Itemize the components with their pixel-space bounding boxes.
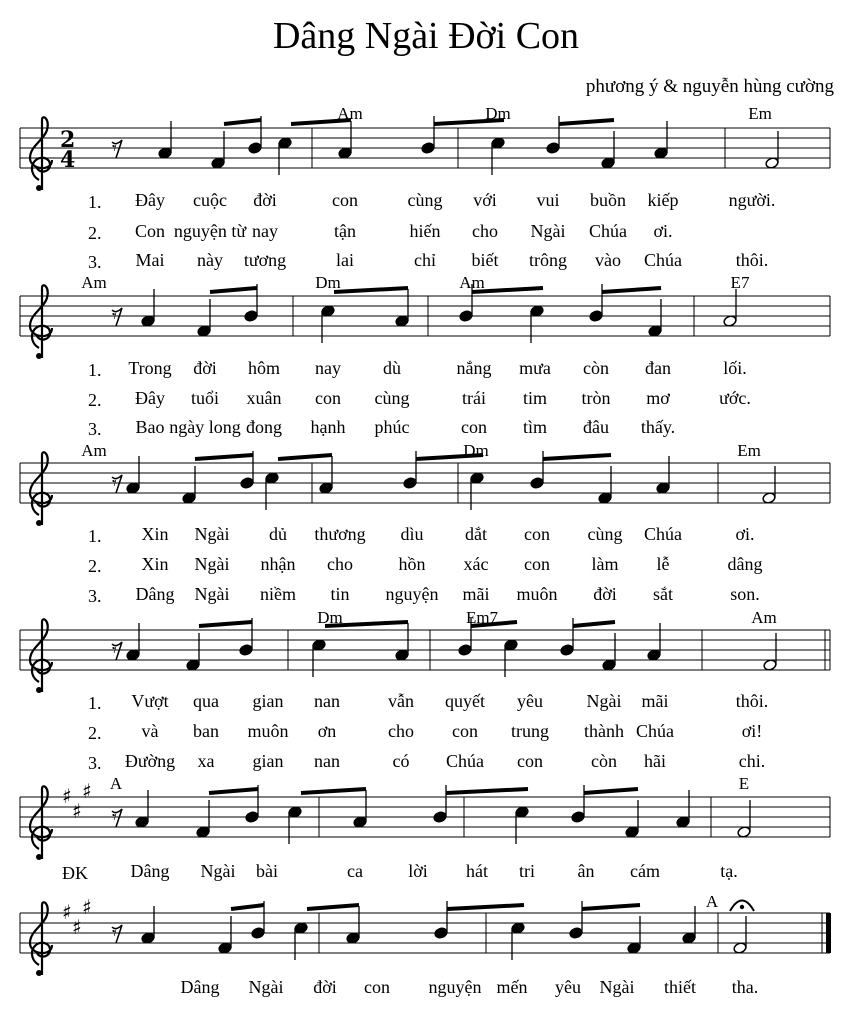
lyric-syllable: nắng bbox=[456, 358, 492, 378]
lyric-syllable: nguyện từ bbox=[173, 221, 247, 241]
lyric-syllable: ơi! bbox=[741, 721, 763, 741]
lyric-syllable: có bbox=[392, 751, 410, 771]
verse-number: 2. bbox=[88, 556, 102, 576]
staff-system-2 bbox=[20, 284, 830, 359]
lyric-syllable: thôi. bbox=[735, 250, 769, 270]
lyric-syllable: lễ bbox=[656, 554, 670, 574]
lyric-syllable: Ngài bbox=[248, 977, 284, 997]
note-head bbox=[560, 644, 574, 657]
eighth-rest: 𝄾 bbox=[112, 807, 117, 828]
note-head bbox=[251, 927, 265, 940]
lyric-syllable: ban bbox=[193, 721, 219, 741]
note-beam bbox=[447, 905, 524, 909]
composer-credit: phương ý & nguyễn hùng cường bbox=[585, 76, 834, 97]
lyric-syllable: con bbox=[332, 190, 358, 210]
lyric-syllable: yêu bbox=[517, 691, 543, 711]
note-head bbox=[682, 932, 696, 945]
note-head bbox=[546, 142, 560, 155]
verse-number: 3. bbox=[88, 586, 102, 606]
note-beam bbox=[199, 622, 252, 626]
lyric-syllable: ca bbox=[347, 861, 363, 881]
lyric-syllable: biết bbox=[471, 250, 499, 270]
lyric-syllable: Ngài bbox=[599, 977, 635, 997]
lyric-syllable: gian bbox=[252, 751, 284, 771]
chord-symbol: E7 bbox=[730, 273, 750, 292]
lyric-syllable: vui bbox=[536, 190, 560, 210]
note-head bbox=[403, 477, 417, 490]
lyric-syllable: dâng bbox=[727, 554, 763, 574]
note-head bbox=[763, 659, 777, 672]
note-head bbox=[511, 922, 525, 935]
chord-symbol: Em bbox=[737, 441, 761, 460]
note-head bbox=[625, 826, 639, 839]
note-beam bbox=[301, 789, 366, 793]
chord-symbol: Em bbox=[748, 104, 772, 123]
lyric-syllable: còn bbox=[591, 751, 617, 771]
note-head bbox=[765, 157, 779, 170]
chord-symbol: Am bbox=[81, 273, 107, 292]
note-head bbox=[158, 147, 172, 160]
lyric-syllable: Ngài bbox=[194, 554, 230, 574]
lyric-syllable: Mai bbox=[135, 250, 165, 270]
lyric-syllable: muôn bbox=[247, 721, 289, 741]
lyric-syllable: Trong bbox=[128, 358, 172, 378]
lyric-syllable: đời bbox=[193, 358, 217, 378]
note-head bbox=[433, 811, 447, 824]
note-beam bbox=[278, 455, 332, 459]
note-head bbox=[278, 137, 292, 150]
staff-system-3 bbox=[20, 451, 830, 526]
lyric-syllable: con bbox=[524, 554, 550, 574]
chord-symbol: Dm bbox=[315, 273, 341, 292]
verse-number: 1. bbox=[88, 192, 102, 212]
chord-symbol: Dm bbox=[485, 104, 511, 123]
verse-number: 1. bbox=[88, 360, 102, 380]
lyric-syllable: dắt bbox=[465, 524, 487, 544]
lyric-syllable: đan bbox=[645, 358, 671, 378]
lyric-syllable: Ngài bbox=[200, 861, 236, 881]
note-head bbox=[353, 816, 367, 829]
lyric-syllable: Đường bbox=[124, 751, 176, 771]
lyric-syllable: dủ bbox=[269, 524, 287, 544]
lyric-syllable: mơ bbox=[646, 388, 670, 408]
note-head bbox=[491, 137, 505, 150]
lyric-syllable: đời bbox=[593, 584, 617, 604]
lyric-syllable: trông bbox=[529, 250, 567, 270]
note-head bbox=[601, 157, 615, 170]
lyric-syllable: bài bbox=[256, 861, 278, 881]
note-beam bbox=[446, 789, 528, 793]
note-head bbox=[602, 659, 616, 672]
lyric-syllable: cùng bbox=[374, 388, 410, 408]
lyric-syllable: lối. bbox=[723, 358, 747, 378]
note-head bbox=[421, 142, 435, 155]
note-head bbox=[571, 811, 585, 824]
note-beam bbox=[307, 905, 359, 909]
note-head bbox=[239, 644, 253, 657]
note-beam bbox=[582, 905, 640, 909]
lyric-syllable: xa bbox=[197, 751, 215, 771]
lyric-syllable: làm bbox=[591, 554, 619, 574]
note-head bbox=[676, 816, 690, 829]
note-beam bbox=[559, 120, 614, 124]
note-head bbox=[265, 472, 279, 485]
lyric-syllable: Xin bbox=[141, 524, 169, 544]
song-title: Dâng Ngài Đời Con bbox=[272, 15, 580, 57]
note-head bbox=[126, 649, 140, 662]
lyric-syllable: hạnh bbox=[310, 417, 346, 437]
lyric-syllable: đong bbox=[246, 417, 282, 437]
eighth-rest: 𝄾 bbox=[112, 306, 117, 327]
time-signature-top: 2 bbox=[60, 127, 76, 153]
lyric-syllable: niềm bbox=[260, 584, 296, 604]
lyric-syllable: trung bbox=[511, 721, 549, 741]
lyric-syllable: mãi bbox=[462, 584, 490, 604]
note-head bbox=[737, 826, 751, 839]
note-head bbox=[294, 922, 308, 935]
lyric-syllable: kiếp bbox=[647, 190, 679, 210]
chord-symbol: Am bbox=[459, 273, 485, 292]
lyric-syllable: Đây bbox=[135, 190, 165, 210]
lyric-syllable: con bbox=[364, 977, 390, 997]
lyric-syllable: con bbox=[524, 524, 550, 544]
lyric-syllable: nay bbox=[315, 358, 341, 378]
lyric-syllable: vào bbox=[595, 250, 621, 270]
note-head bbox=[141, 315, 155, 328]
lyric-syllable: mưa bbox=[519, 358, 551, 378]
lyric-syllable: thấy. bbox=[640, 417, 676, 437]
note-beam bbox=[573, 622, 615, 626]
staff-system-5 bbox=[20, 779, 830, 860]
lyric-syllable: cám bbox=[630, 861, 660, 881]
note-head bbox=[723, 315, 737, 328]
sharp-sign: ♯ bbox=[62, 784, 72, 808]
lyric-syllable: muôn bbox=[516, 584, 558, 604]
note-head bbox=[135, 816, 149, 829]
note-head bbox=[240, 477, 254, 490]
note-beam bbox=[334, 288, 408, 292]
lyric-syllable: sắt bbox=[653, 584, 673, 604]
lyric-syllable: tìm bbox=[522, 417, 548, 437]
note-head bbox=[647, 649, 661, 662]
lyric-syllable: yêu bbox=[555, 977, 581, 997]
verse-number: 3. bbox=[88, 753, 102, 773]
lyric-syllable: người. bbox=[728, 190, 776, 210]
lyric-syllable: gian bbox=[252, 691, 284, 711]
note-head bbox=[648, 325, 662, 338]
lyric-syllable: cùng bbox=[587, 524, 623, 544]
lyric-syllable: ngày long bbox=[169, 417, 241, 437]
lyric-syllable: xuân bbox=[246, 388, 282, 408]
note-head bbox=[656, 482, 670, 495]
lyric-syllable: lời bbox=[408, 861, 428, 881]
lyric-syllable: lai bbox=[336, 250, 354, 270]
lyric-syllable: ân bbox=[577, 861, 595, 881]
lyric-syllable: mến bbox=[496, 977, 528, 997]
verse-number: 2. bbox=[88, 390, 102, 410]
lyric-syllable: Chúa bbox=[446, 751, 484, 771]
eighth-rest: 𝄾 bbox=[112, 138, 117, 159]
fermata-dot bbox=[740, 905, 744, 909]
lyric-syllable: nguyện bbox=[385, 584, 439, 604]
lyric-syllable: tim bbox=[522, 388, 548, 408]
lyric-syllable: nan bbox=[314, 751, 340, 771]
note-head bbox=[288, 806, 302, 819]
verse-number: 1. bbox=[88, 693, 102, 713]
lyric-syllable: con bbox=[461, 417, 487, 437]
lyric-syllable: tri bbox=[519, 861, 535, 881]
note-head bbox=[319, 482, 333, 495]
treble-clef-tail bbox=[36, 185, 42, 191]
lyric-syllable: tương bbox=[243, 250, 287, 270]
lyric-syllable: phúc bbox=[374, 417, 410, 437]
note-head bbox=[321, 305, 335, 318]
lyric-syllable: hôm bbox=[247, 358, 281, 378]
lyric-syllable: trái bbox=[462, 388, 486, 408]
lyric-syllable: quyết bbox=[445, 691, 485, 711]
note-head bbox=[186, 659, 200, 672]
treble-clef-tail bbox=[36, 353, 42, 359]
note-beam bbox=[584, 789, 638, 793]
lyric-syllable: ước. bbox=[719, 388, 751, 408]
lyric-syllable: thiết bbox=[664, 977, 696, 997]
lyric-syllable: nhận bbox=[260, 554, 296, 574]
lyric-syllable: chi. bbox=[738, 751, 766, 771]
lyric-syllable: Chúa bbox=[589, 221, 627, 241]
sharp-sign: ♯ bbox=[62, 900, 72, 924]
note-head bbox=[733, 942, 747, 955]
lyric-syllable: tuổi bbox=[190, 388, 220, 408]
note-head bbox=[627, 942, 641, 955]
lyric-syllable: Chúa bbox=[636, 721, 674, 741]
lyric-syllable: cuộc bbox=[193, 190, 227, 210]
treble-clef-tail bbox=[36, 970, 42, 976]
lyric-syllable: qua bbox=[193, 691, 219, 711]
note-beam bbox=[602, 288, 661, 292]
note-head bbox=[197, 325, 211, 338]
note-head bbox=[589, 310, 603, 323]
lyric-syllable: với bbox=[473, 190, 497, 210]
note-head bbox=[434, 927, 448, 940]
chord-symbol: Am bbox=[337, 104, 363, 123]
note-head bbox=[395, 315, 409, 328]
lyric-syllable: Dâng bbox=[130, 861, 170, 881]
lyric-syllable: hãi bbox=[644, 751, 666, 771]
chord-symbol: E bbox=[738, 774, 750, 793]
note-head bbox=[346, 932, 360, 945]
treble-clef-tail bbox=[36, 520, 42, 526]
lyric-syllable: tha. bbox=[731, 977, 759, 997]
lyric-syllable: vẫn bbox=[388, 691, 414, 711]
lyric-syllable: thương bbox=[314, 524, 366, 544]
lyric-syllable: nguyện bbox=[428, 977, 482, 997]
chord-symbol: A bbox=[705, 892, 719, 911]
note-head bbox=[459, 310, 473, 323]
lyric-syllable: tận bbox=[334, 221, 356, 241]
note-head bbox=[248, 142, 262, 155]
note-head bbox=[458, 644, 472, 657]
lyric-syllable: con bbox=[517, 751, 543, 771]
verse-number: ĐK bbox=[62, 863, 88, 883]
sharp-sign: ♯ bbox=[82, 779, 92, 803]
lyric-syllable: Dâng bbox=[135, 584, 175, 604]
lyric-syllable: dù bbox=[383, 358, 401, 378]
note-head bbox=[530, 477, 544, 490]
lyric-syllable: cho bbox=[388, 721, 414, 741]
lyric-syllable: son. bbox=[730, 584, 760, 604]
verse-number: 2. bbox=[88, 723, 102, 743]
note-beam bbox=[209, 789, 258, 793]
lyric-syllable: Đây bbox=[135, 388, 165, 408]
time-signature-bottom: 4 bbox=[60, 147, 76, 173]
lyric-syllable: con bbox=[452, 721, 478, 741]
note-beam bbox=[543, 455, 611, 459]
lyric-syllable: dìu bbox=[400, 524, 424, 544]
lyric-syllable: Chúa bbox=[644, 250, 682, 270]
note-head bbox=[218, 942, 232, 955]
lyric-syllable: cho bbox=[472, 221, 498, 241]
lyric-syllable: ơn bbox=[317, 721, 337, 741]
chord-symbol: Am bbox=[81, 441, 107, 460]
lyric-syllable: cùng bbox=[407, 190, 443, 210]
note-head bbox=[654, 147, 668, 160]
lyric-syllable: và bbox=[141, 721, 159, 741]
lyric-syllable: Ngài bbox=[194, 584, 230, 604]
sharp-sign: ♯ bbox=[72, 915, 82, 939]
treble-clef-tail bbox=[36, 687, 42, 693]
note-head bbox=[312, 639, 326, 652]
lyric-syllable: thôi. bbox=[735, 691, 769, 711]
lyric-syllable: mãi bbox=[641, 691, 669, 711]
lyric-syllable: Chúa bbox=[644, 524, 682, 544]
eighth-rest: 𝄾 bbox=[112, 923, 117, 944]
note-head bbox=[470, 472, 484, 485]
verse-number: 2. bbox=[88, 223, 102, 243]
note-head bbox=[211, 157, 225, 170]
lyric-syllable: buồn bbox=[590, 190, 626, 210]
lyric-syllable: tạ. bbox=[720, 861, 738, 881]
note-head bbox=[598, 492, 612, 505]
lyric-syllable: ơi. bbox=[735, 524, 755, 544]
note-beam bbox=[210, 288, 257, 292]
note-head bbox=[245, 811, 259, 824]
lyric-syllable: con bbox=[315, 388, 341, 408]
lyric-syllable: Ngài bbox=[530, 221, 566, 241]
lyric-syllable: đời bbox=[253, 190, 277, 210]
lyric-syllable: đâu bbox=[583, 417, 609, 437]
eighth-rest: 𝄾 bbox=[112, 640, 117, 661]
lyric-syllable: cho bbox=[327, 554, 353, 574]
lyric-syllable: tròn bbox=[581, 388, 611, 408]
lyric-syllable: hồn bbox=[398, 554, 426, 574]
lyric-syllable: chỉ bbox=[414, 250, 436, 270]
chord-symbol: A bbox=[109, 774, 123, 793]
note-head bbox=[182, 492, 196, 505]
note-head bbox=[762, 492, 776, 505]
note-beam bbox=[231, 905, 264, 909]
lyric-syllable: xác bbox=[463, 554, 489, 574]
lyric-syllable: Con bbox=[134, 221, 166, 241]
verse-number: 3. bbox=[88, 419, 102, 439]
note-head bbox=[244, 310, 258, 323]
note-head bbox=[126, 482, 140, 495]
lyric-syllable: hát bbox=[466, 861, 488, 881]
chord-symbol: Am bbox=[751, 608, 777, 627]
staff-system-1 bbox=[20, 116, 830, 191]
note-beam bbox=[224, 120, 261, 124]
lyric-syllable: tin bbox=[330, 584, 350, 604]
note-beam bbox=[195, 455, 253, 459]
lyric-syllable: Dâng bbox=[180, 977, 220, 997]
verse-number: 1. bbox=[88, 526, 102, 546]
note-head bbox=[515, 806, 529, 819]
note-head bbox=[196, 826, 210, 839]
chord-symbol: Dm bbox=[317, 608, 343, 627]
lyric-syllable: thành bbox=[584, 721, 624, 741]
note-head bbox=[395, 649, 409, 662]
sharp-sign: ♯ bbox=[72, 799, 82, 823]
note-head bbox=[141, 932, 155, 945]
lyric-syllable: Vượt bbox=[131, 691, 169, 711]
lyric-syllable: nan bbox=[314, 691, 340, 711]
lyric-syllable: đời bbox=[313, 977, 337, 997]
note-head bbox=[530, 305, 544, 318]
lyric-syllable: ơi. bbox=[653, 221, 673, 241]
lyric-syllable: còn bbox=[583, 358, 609, 378]
note-head bbox=[504, 639, 518, 652]
lyric-syllable: Bao bbox=[135, 417, 165, 437]
lyric-syllable: Ngài bbox=[586, 691, 622, 711]
note-head bbox=[569, 927, 583, 940]
staff-system-4 bbox=[20, 618, 830, 693]
final-barline-thick bbox=[826, 913, 831, 953]
treble-clef-tail bbox=[36, 854, 42, 860]
sharp-sign: ♯ bbox=[82, 895, 92, 919]
lyric-syllable: Xin bbox=[141, 554, 169, 574]
note-head bbox=[338, 147, 352, 160]
lyric-syllable: này bbox=[197, 250, 223, 270]
verse-number: 3. bbox=[88, 252, 102, 272]
lyric-syllable: Ngài bbox=[194, 524, 230, 544]
chord-symbol: Dm bbox=[463, 441, 489, 460]
eighth-rest: 𝄾 bbox=[112, 473, 117, 494]
chord-symbol: Em7 bbox=[465, 608, 499, 627]
lyric-syllable: nay bbox=[252, 221, 278, 241]
lyric-syllable: hiến bbox=[409, 221, 441, 241]
